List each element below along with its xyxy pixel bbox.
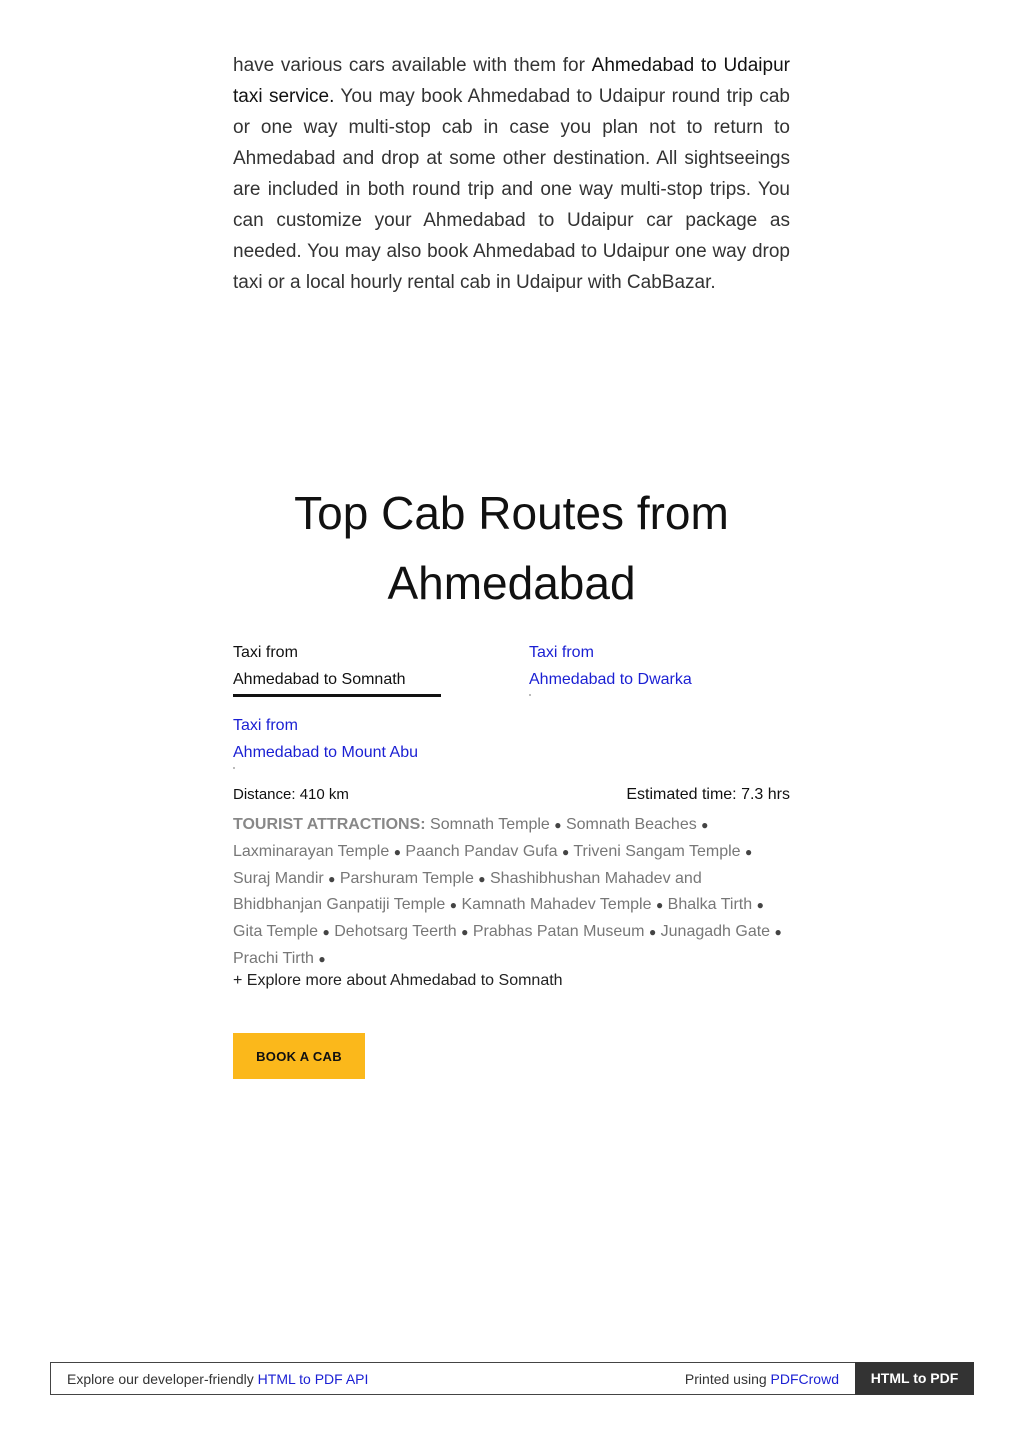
attraction-item: Junagadh Gate xyxy=(660,923,771,941)
explore-more-link[interactable] xyxy=(233,972,563,990)
footer-right xyxy=(685,1371,839,1387)
bullet-icon: ● xyxy=(461,925,469,940)
attraction-item: Shashibhushan Mahadev and Bhidbhanjan Ganpatiji Temple xyxy=(233,869,702,914)
bullet-icon: ● xyxy=(655,898,664,913)
distance xyxy=(233,786,349,803)
html-to-pdf-api-link[interactable]: HTML to PDF API xyxy=(257,1371,369,1387)
attraction-item: Prachi Tirth xyxy=(233,949,314,967)
attractions-label: TOURIST ATTRACTIONS: xyxy=(233,816,426,833)
pdfcrowd-link[interactable]: PDFCrowd xyxy=(770,1371,839,1387)
heading-line-2: Ahmedabad xyxy=(387,557,636,609)
bullet-icon: ● xyxy=(701,818,709,832)
bullet-icon: ● xyxy=(648,925,657,940)
footer-right-text: Printed using xyxy=(684,1371,771,1387)
bullet-icon: ● xyxy=(756,898,764,913)
route-tab-line-2: Ahmedabad to Somnath xyxy=(233,671,406,688)
intro-paragraph xyxy=(233,50,790,298)
route-tab-line-1: Taxi from xyxy=(529,644,594,661)
distance-value: 410 km xyxy=(299,786,349,803)
attraction-item: Triveni Sangam Temple xyxy=(573,842,741,860)
explore-more-text: Explore more about Ahmedabad to Somnath xyxy=(246,972,563,989)
bullet-icon: ● xyxy=(449,898,457,913)
plus-icon: + xyxy=(233,972,243,989)
attraction-item: Kamnath Mahadev Temple xyxy=(461,896,652,914)
bullet-icon: ● xyxy=(393,844,401,859)
estimated-time xyxy=(626,786,790,804)
tab-marker xyxy=(233,767,235,769)
attraction-item: Laxminarayan Temple xyxy=(233,842,390,860)
intro-text-start: have various cars available with them for xyxy=(233,55,592,76)
time-label: Estimated time: xyxy=(626,786,737,803)
html-to-pdf-badge[interactable]: HTML to PDF xyxy=(855,1362,974,1395)
active-tab-underline xyxy=(233,694,441,697)
attraction-item: Suraj Mandir xyxy=(233,869,324,887)
attraction-item: Gita Temple xyxy=(233,923,319,941)
intro-highlight: Ahmedabad to Udaipur taxi service. xyxy=(233,55,790,107)
bullet-icon: ● xyxy=(745,844,753,859)
route-tab-line-1: Taxi from xyxy=(233,644,298,661)
bullet-icon: ● xyxy=(322,925,330,940)
pdfcrowd-footer xyxy=(50,1362,974,1395)
attraction-item: Somnath Beaches xyxy=(565,816,697,833)
heading-line-1: Top Cab Routes from xyxy=(294,487,729,539)
attraction-item: Paanch Pandav Gufa xyxy=(405,842,558,860)
section-heading xyxy=(233,478,790,618)
tourist-attractions xyxy=(233,812,790,973)
attraction-item: Prabhas Patan Museum xyxy=(472,923,645,941)
attraction-item: Somnath Temple xyxy=(430,816,550,833)
time-value: 7.3 hrs xyxy=(741,786,790,803)
route-tab-line-1: Taxi from xyxy=(233,717,298,734)
footer-left xyxy=(67,1371,368,1387)
bullet-icon: ● xyxy=(561,844,570,859)
attraction-item: Dehotsarg Teerth xyxy=(334,923,457,941)
route-tab-somnath[interactable] xyxy=(233,639,441,697)
attraction-item: Parshuram Temple xyxy=(339,869,474,887)
bullet-icon: ● xyxy=(318,951,326,966)
bullet-icon: ● xyxy=(554,818,562,832)
route-tab-line-2: Ahmedabad to Dwarka xyxy=(529,671,692,688)
tab-marker xyxy=(529,694,531,696)
route-tab-mount-abu[interactable] xyxy=(233,712,418,769)
bullet-icon: ● xyxy=(328,871,336,886)
attraction-item: Bhalka Tirth xyxy=(667,896,753,914)
route-tab-line-2: Ahmedabad to Mount Abu xyxy=(233,744,419,761)
distance-label: Distance: xyxy=(233,786,296,803)
route-tab-dwarka[interactable] xyxy=(529,639,692,696)
attractions-list xyxy=(233,816,782,967)
bullet-icon: ● xyxy=(774,925,782,940)
book-cab-button[interactable]: BOOK A CAB xyxy=(233,1033,365,1079)
bullet-icon: ● xyxy=(478,871,486,886)
footer-left-text: Explore our developer-friendly xyxy=(67,1371,258,1387)
intro-text-rest: You may book Ahmedabad to Udaipur round trip cab or one way multi-stop cab in case you plan not to return to Ahmedabad and drop at some other destination. All sightseeings are included in both round trip and one way multi-stop trips. You can customize your Ahmedabad to Udaipur car package as needed. You may also book Ahmedabad to Udaipur one way drop taxi or a local hourly rental cab in Udaipur with CabBazar. xyxy=(233,86,790,293)
